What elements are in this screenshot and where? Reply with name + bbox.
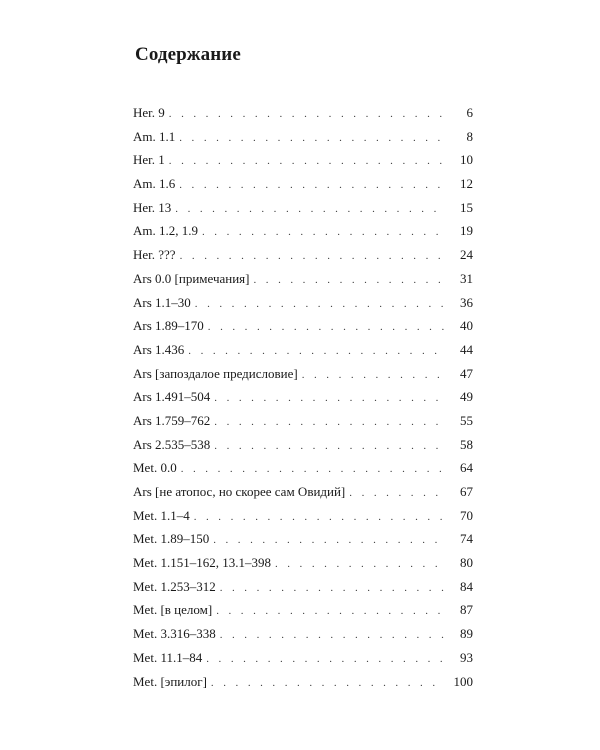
toc-entry-label: Met. 1.1–4 — [133, 507, 190, 523]
toc-entry-label: Met. [эпилог] — [133, 673, 207, 689]
toc-entry-label: Her. ??? — [133, 247, 176, 263]
toc-entry-label: Ars 1.759–762 — [133, 412, 211, 428]
toc-entry[interactable] — [133, 551, 473, 575]
toc-entry-page: 93 — [460, 649, 473, 665]
toc-entry-page: 74 — [460, 531, 473, 547]
dot-leader — [208, 316, 445, 340]
dot-leader — [195, 293, 445, 317]
toc-entry-label: Am. 1.2, 1.9 — [133, 223, 198, 239]
dot-leader — [180, 245, 445, 269]
toc-entry[interactable] — [133, 267, 473, 291]
toc-entry-page: 55 — [460, 412, 473, 428]
toc-entry-page: 6 — [466, 105, 473, 120]
dot-leader — [206, 648, 445, 672]
dot-leader — [216, 600, 445, 624]
toc-entry-label: Ars 0.0 [примечания] — [133, 270, 250, 286]
toc-entry[interactable] — [133, 338, 473, 362]
toc-entry-page: 8 — [466, 128, 473, 144]
toc-entry-label: Met. 1.89–150 — [133, 531, 210, 547]
toc-entry-page: 31 — [460, 270, 473, 286]
toc-entry-label: Her. 1 — [133, 152, 165, 168]
toc-entry-page: 15 — [460, 199, 473, 215]
toc-entry-page: 70 — [460, 507, 473, 523]
toc-entry-page: 49 — [460, 389, 473, 405]
toc-entry-page: 64 — [460, 460, 473, 476]
toc-entry-page: 67 — [460, 484, 473, 499]
toc-entry-label: Am. 1.6 — [133, 176, 176, 192]
toc-entry-page: 10 — [460, 152, 473, 168]
toc-entry[interactable] — [133, 243, 473, 267]
toc-entry-label: Met. 11.1–84 — [133, 649, 203, 665]
dot-leader — [349, 482, 445, 506]
toc-entry-label: Ars 1.1–30 — [133, 294, 191, 310]
toc-entry-page: 89 — [460, 626, 473, 642]
toc-entry[interactable] — [133, 125, 473, 149]
toc-entry[interactable] — [133, 646, 473, 670]
dot-leader — [220, 577, 445, 601]
toc-entry-page: 80 — [460, 555, 473, 571]
toc-entry-label: Ars [не атопос, но скорее сам Овидий] — [133, 484, 346, 499]
dot-leader — [220, 624, 445, 648]
dot-leader — [202, 221, 445, 245]
toc-entry[interactable] — [133, 148, 473, 172]
toc-entry-label: Ars 1.491–504 — [133, 389, 211, 405]
toc-entry-page: 40 — [460, 318, 473, 334]
toc-entry[interactable] — [133, 314, 473, 338]
toc-entry[interactable] — [133, 575, 473, 599]
toc-entry-label: Her. 13 — [133, 199, 172, 215]
toc-entry[interactable] — [133, 622, 473, 646]
toc-entry-label: Met. 0.0 — [133, 460, 177, 476]
toc-entry-page: 84 — [460, 578, 473, 594]
toc-entry[interactable] — [133, 409, 473, 433]
dot-leader — [169, 103, 445, 127]
toc-entry-label: Ars 1.436 — [133, 341, 185, 357]
toc-entry[interactable] — [133, 172, 473, 196]
toc-entry-page: 44 — [460, 341, 473, 357]
toc-entry-label: Ars [запоздалое предисловие] — [133, 365, 298, 381]
toc-entry-page: 19 — [460, 223, 473, 239]
toc-entry[interactable] — [133, 433, 473, 457]
toc-entry[interactable] — [133, 385, 473, 409]
toc-entry-page: 24 — [460, 247, 473, 263]
dot-leader — [214, 411, 445, 435]
toc-entry-page: 100 — [453, 673, 473, 689]
toc-entry-label: Met. [в целом] — [133, 602, 213, 618]
toc-entry-label: Ars 1.89–170 — [133, 318, 204, 334]
dot-leader — [211, 672, 445, 696]
toc-entry[interactable] — [133, 527, 473, 551]
dot-leader — [213, 529, 445, 553]
toc-entry-label: Met. 1.253–312 — [133, 578, 216, 594]
dot-leader — [253, 269, 445, 293]
toc-entry[interactable] — [133, 504, 473, 528]
dot-leader — [214, 387, 445, 411]
dot-leader — [169, 150, 445, 174]
dot-leader — [175, 198, 445, 222]
toc-entry[interactable] — [133, 196, 473, 220]
toc-entry-label: Her. 9 — [133, 105, 165, 120]
toc-entry[interactable] — [133, 219, 473, 243]
dot-leader — [179, 174, 445, 198]
dot-leader — [181, 458, 445, 482]
toc-entry-label: Met. 1.151–162, 13.1–398 — [133, 555, 271, 571]
toc-entry[interactable] — [133, 598, 473, 622]
dot-leader — [275, 553, 445, 577]
dot-leader — [179, 127, 445, 151]
dot-leader — [214, 435, 445, 459]
toc-entry-page: 12 — [460, 176, 473, 192]
toc-entry-page: 87 — [460, 602, 473, 618]
toc-entry[interactable] — [133, 291, 473, 315]
toc-entry-label: Am. 1.1 — [133, 128, 176, 144]
dot-leader — [302, 364, 445, 388]
toc-entry-label: Met. 3.316–338 — [133, 626, 216, 642]
page-title: Содержание — [135, 44, 241, 65]
toc-entry[interactable] — [133, 101, 473, 125]
toc-entry-page: 58 — [460, 436, 473, 452]
toc-entry[interactable] — [133, 362, 473, 386]
toc-entry-page: 36 — [460, 294, 473, 310]
toc-entry-page: 47 — [460, 365, 473, 381]
toc-entry-label: Ars 2.535–538 — [133, 436, 211, 452]
toc-entry[interactable] — [133, 480, 473, 504]
toc-entry[interactable] — [133, 456, 473, 480]
dot-leader — [194, 506, 445, 530]
dot-leader — [188, 340, 445, 364]
table-of-contents — [133, 101, 473, 693]
toc-entry[interactable] — [133, 670, 473, 694]
